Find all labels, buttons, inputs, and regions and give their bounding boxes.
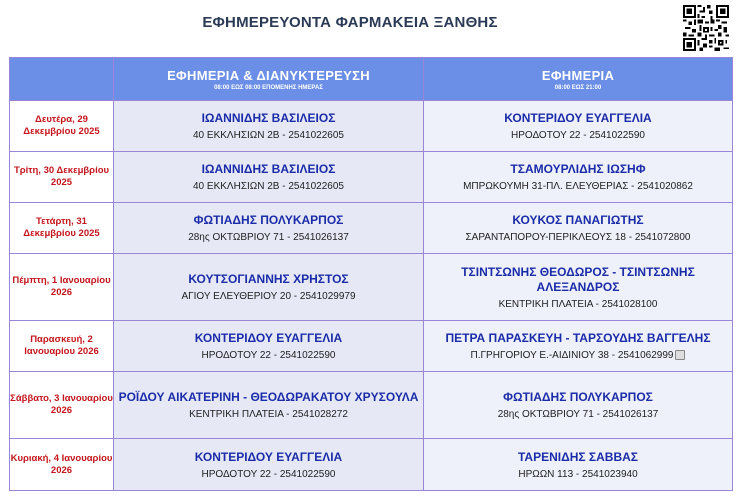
header-day-duty [424,58,733,101]
table-row [10,101,733,152]
date-cell: Κυριακή, 4 Ιανουαρίου 2026 [10,439,114,491]
table-row [10,254,733,321]
external-link-icon[interactable] [675,350,685,360]
pharmacy-name: ΦΩΤΙΑΔΗΣ ΠΟΛΥΚΑΡΠΟΣ [503,390,653,404]
pharmacy-name: ΤΑΡΕΝΙΔΗΣ ΣΑΒΒΑΣ [517,449,638,464]
night-pharmacy-cell [114,254,424,321]
day-pharmacy-cell [424,254,733,321]
day-pharmacy-cell [424,152,733,203]
pharmacy-address: 40 ΕΚΚΛΗΣΙΩΝ 2Β - 2541022605 [193,130,344,141]
header-night-duty [114,58,424,101]
pharmacy-address: 28ης ΟΚΤΩΒΡΙΟΥ 71 - 2541026137 [497,409,659,420]
table-row [10,321,733,372]
date-cell: Πέμπτη, 1 Ιανουαρίου 2026 [10,254,114,321]
pharmacy-address: ΗΡΟΔΟΤΟΥ 22 - 2541022590 [201,350,336,361]
day-pharmacy-cell [424,321,733,372]
night-pharmacy-cell [114,101,424,152]
header-night-duty-title: ΕΦΗΜΕΡΙΑ & ΔΙΑΝΥΚΤΕΡΕΥΣΗ [167,67,370,83]
date-cell: Δευτέρα, 29 Δεκεμβρίου 2025 [10,101,114,152]
pharmacy-address: ΚΕΝΤΡΙΚΗ ΠΛΑΤΕΙΑ - 2541028272 [189,409,348,420]
day-pharmacy-cell [424,203,733,254]
day-pharmacy-cell [424,101,733,152]
qr-code-icon [683,5,729,51]
header-corner [10,58,114,101]
date-cell: Τετάρτη, 31 Δεκεμβρίου 2025 [10,203,114,254]
table-row [10,203,733,254]
table-row [10,439,733,491]
pharmacy-name: ΙΩΑΝΝΙΔΗΣ ΒΑΣΙΛΕΙΟΣ [201,162,336,176]
table-row [10,372,733,439]
pharmacy-name: ΤΣΑΜΟΥΡΛΙΔΗΣ ΙΩΣΗΦ [510,162,646,176]
pharmacy-address: ΣΑΡΑΝΤΑΠΟΡΟΥ-ΠΕΡΙΚΛΕΟΥΣ 18 - 2541072800 [465,232,691,243]
pharmacy-address: ΗΡΟΔΟΤΟΥ 22 - 2541022590 [511,130,645,141]
pharmacy-address: ΗΡΟΔΟΤΟΥ 22 - 2541022590 [201,468,336,480]
pharmacy-name: ΚΟΝΤΕΡΙΔΟΥ ΕΥΑΓΓΕΛΙΑ [504,111,652,125]
night-pharmacy-cell [114,439,424,491]
night-pharmacy-cell [114,372,424,439]
pharmacy-name: ΡΟΪΔΟΥ ΑΙΚΑΤΕΡΙΝΗ - ΘΕΟΔΩΡΑΚΑΤΟΥ ΧΡΥΣΟΥΛΑ [118,390,419,404]
night-pharmacy-cell [114,203,424,254]
pharmacy-schedule-table [9,57,733,491]
pharmacy-address-with-icon [424,350,732,361]
table-row [10,152,733,203]
date-cell: Σάββατο, 3 Ιανουαρίου 2026 [10,372,114,439]
pharmacy-name: ΤΣΙΝΤΣΩΝΗΣ ΘΕΟΔΩΡΟΣ - ΤΣΙΝΤΣΩΝΗΣ ΑΛΕΞΑΝΔΡΟΣ [461,264,695,294]
night-pharmacy-cell [114,321,424,372]
header-day-duty-title: ΕΦΗΜΕΡΙΑ [541,67,615,83]
pharmacy-name: ΙΩΑΝΝΙΔΗΣ ΒΑΣΙΛΕΙΟΣ [201,111,336,125]
pharmacy-name: ΚΟΥΤΣΟΓΙΑΝΝΗΣ ΧΡΗΣΤΟΣ [188,272,349,286]
day-pharmacy-cell [424,372,733,439]
header-row [10,58,733,101]
night-pharmacy-cell [114,152,424,203]
header-night-duty-hours: 08:00 ΕΩΣ 08:00 ΕΠΟΜΕΝΗΣ ΗΜΕΡΑΣ [214,84,323,91]
pharmacy-address: ΑΓΙΟΥ ΕΛΕΥΘΕΡΙΟΥ 20 - 2541029979 [181,291,356,302]
pharmacy-name: ΚΟΥΚΟΣ ΠΑΝΑΓΙΩΤΗΣ [512,213,644,227]
pharmacy-name: ΦΩΤΙΑΔΗΣ ΠΟΛΥΚΑΡΠΟΣ [193,213,344,227]
pharmacy-name: ΚΟΝΤΕΡΙΔΟΥ ΕΥΑΓΓΕΛΙΑ [194,449,343,464]
pharmacy-address: ΜΠΡΩΚΟΥΜΗ 31-ΠΛ. ΕΛΕΥΘΕΡΙΑΣ - 2541020862 [463,181,693,192]
page-title: ΕΦΗΜΕΡΕΥΟΝΤΑ ΦΑΡΜΑΚΕΙΑ ΞΑΝΘΗΣ [202,14,498,31]
pharmacy-address: Π.ΓΡΗΓΟΡΙΟΥ Ε.-ΑΙΔΙΝΙΟΥ 38 - 2541062999 [470,350,674,361]
pharmacy-address: 40 ΕΚΚΛΗΣΙΩΝ 2Β - 2541022605 [193,181,344,192]
date-cell: Παρασκευή, 2 Ιανουαρίου 2026 [10,321,114,372]
pharmacy-name: ΠΕΤΡΑ ΠΑΡΑΣΚΕΥΗ - ΤΑΡΣΟΥΔΗΣ ΒΑΓΓΕΛΗΣ [445,331,711,345]
header-day-duty-hours: 08:00 ΕΩΣ 21:00 [554,84,602,91]
day-pharmacy-cell [424,439,733,491]
pharmacy-name: ΚΟΝΤΕΡΙΔΟΥ ΕΥΑΓΓΕΛΙΑ [194,331,343,345]
pharmacy-address: ΚΕΝΤΡΙΚΗ ΠΛΑΤΕΙΑ - 2541028100 [498,298,658,310]
date-cell: Τρίτη, 30 Δεκεμβρίου 2025 [10,152,114,203]
pharmacy-address: 28ης ΟΚΤΩΒΡΙΟΥ 71 - 2541026137 [188,232,349,243]
pharmacy-address: ΗΡΩΩΝ 113 - 2541023940 [518,468,638,480]
